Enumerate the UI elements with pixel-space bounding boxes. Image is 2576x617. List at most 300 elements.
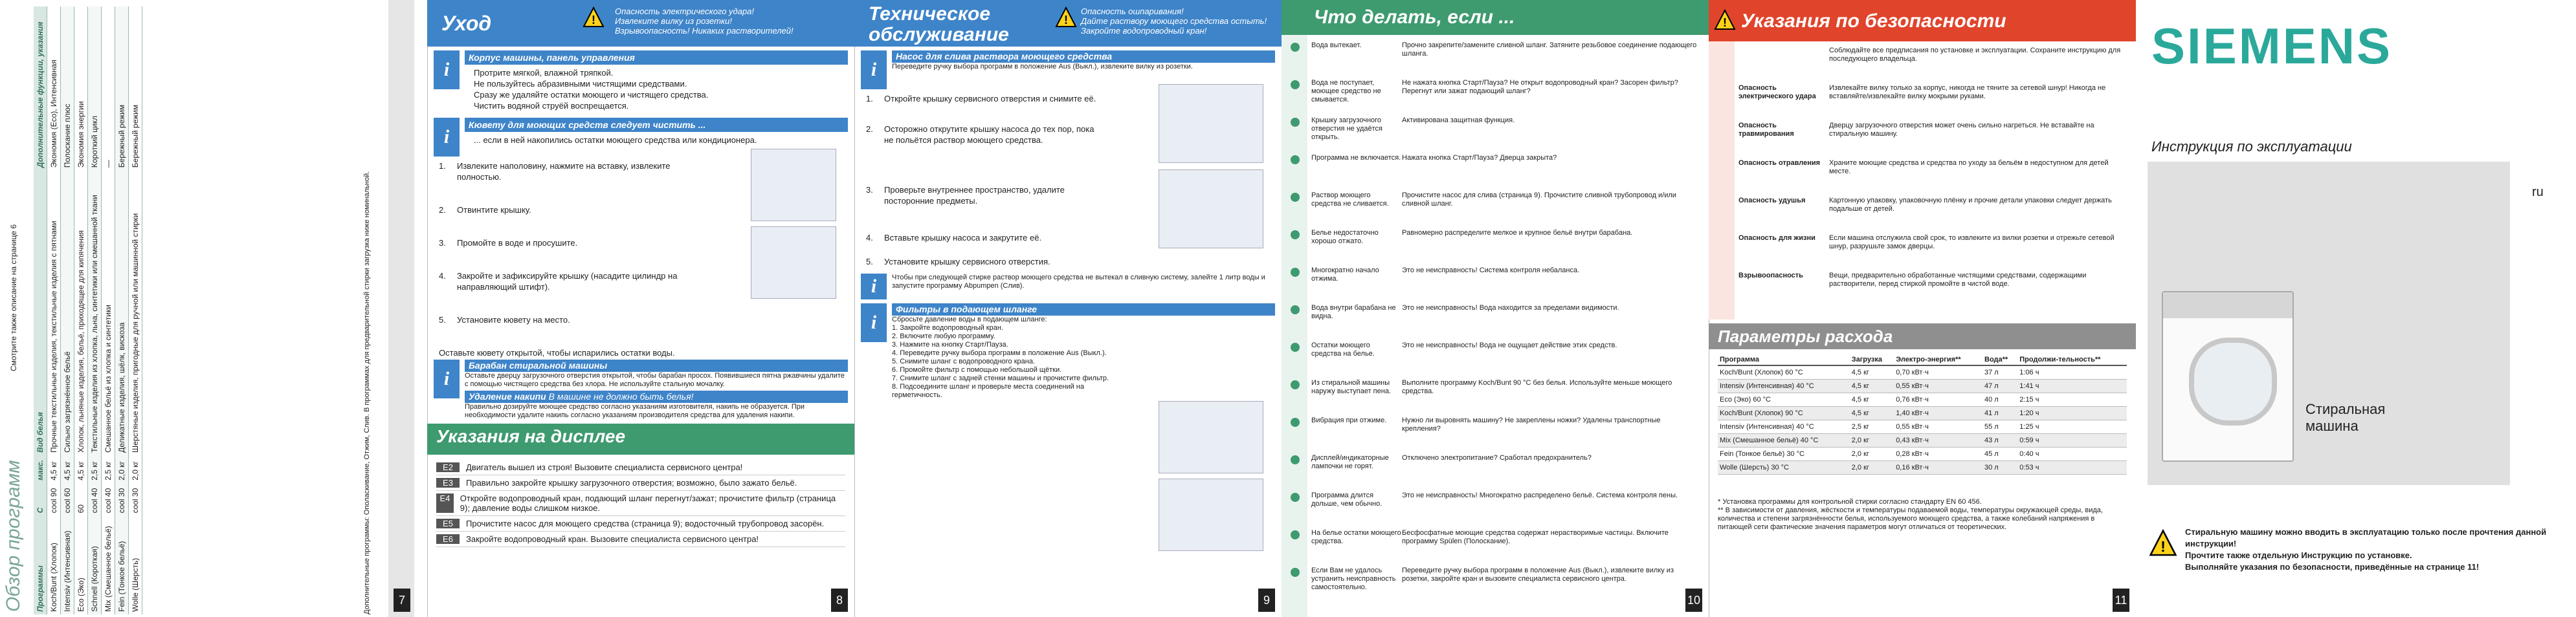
- warning-line: Закройте водопроводный кран!: [1081, 26, 1207, 36]
- error-code: E6: [436, 534, 460, 544]
- table-cell: 2,5 кг: [1850, 420, 1894, 434]
- problem: Крышку загрузочного отверстия не удаётся открыть.: [1311, 116, 1382, 141]
- table-cell: Koch/Bunt (Хлопок) 60 °C: [1718, 365, 1850, 380]
- step-text: [892, 341, 1112, 349]
- safety-row: [1738, 84, 2127, 101]
- table-cell: Бережный режим: [115, 6, 129, 170]
- step-text: Осторожно открутите крышку насоса до тех пор, пока не польётся раствор моющего средства.: [884, 124, 1094, 145]
- page-title: Обзор программ: [3, 460, 24, 612]
- hazard-text: Извлекайте вилку только за корпус, никогда не тяните за сетевой шнур! Никогда не вставляйте/извлекайте вилку мокрыми руками.: [1829, 84, 2106, 100]
- page-number: 10: [1685, 589, 1702, 612]
- row-marker: [1291, 530, 1300, 539]
- troubleshoot-row: [1311, 529, 1700, 546]
- solution: Это не неисправность! Вода находится за пределами видимости.: [1402, 304, 1619, 312]
- section-text: Оставьте дверцу загрузочного отверстия открытой, чтобы барабан просох. Появившиеся пятна ржавчины удалите с помощью чистящего средства без хлора. Не используйте стальную мочалку.: [465, 372, 845, 388]
- page-number: 11: [2113, 589, 2129, 612]
- problem: Вода не поступает, моющее средство не смывается.: [1311, 79, 1381, 103]
- hazard-text: Если машина отслужила свой срок, то извлеките из вилки розетки и отрежьте сетевой шнур, разрушьте замок дверцы.: [1829, 234, 2115, 250]
- hazard-text: Вещи, предварительно обработанные чистящими средствами, содержащими растворители, перед стиркой промойте в чистой воде.: [1829, 272, 2087, 288]
- table-cell: 2,5 кг: [102, 455, 115, 483]
- table-cell: 0,55 кВт·ч: [1894, 380, 1982, 393]
- page-10: [1282, 0, 1709, 617]
- col-header: Загрузка: [1850, 354, 1894, 365]
- troubleshoot-row: [1311, 154, 1700, 162]
- table-cell: cool 40: [102, 483, 115, 516]
- section-text: Переведите ручку выбора программ в положение Aus (Выкл.), извлеките вилку из розетки.: [892, 63, 1193, 70]
- bullet: Сразу же удаляйте остатки моющего и чистящего средства.: [474, 90, 709, 100]
- table-cell: 0,70 кВт·ч: [1894, 365, 1982, 380]
- row-marker: [1291, 155, 1300, 164]
- table-row: [88, 6, 102, 614]
- table-cell: Intensiv (Интенсивная): [61, 515, 74, 614]
- table-cell: 41 л: [1982, 407, 2017, 420]
- info-icon: i: [434, 118, 460, 157]
- pump-note: Чтобы при следующей стирке раствор моющего средства не вытекал в сливную систему, залейте 1 литр воды и запустите программу Abpumpen (Слив).: [892, 274, 1265, 290]
- error-code-row: [436, 532, 845, 547]
- step-number: 6.: [892, 366, 900, 374]
- table-cell: 45 л: [1982, 448, 2017, 461]
- table-cell: 0:53 ч: [2017, 461, 2127, 475]
- row-marker: [1291, 493, 1300, 502]
- step-text: [892, 383, 1112, 400]
- warning-icon: [1714, 9, 1736, 31]
- table-cell: Intensiv (Интенсивная) 40 °C: [1718, 420, 1850, 434]
- solution: Равномерно распределите мелкое и крупное бельё внутри барабана.: [1402, 229, 1633, 237]
- table-cell: Полоскание плюс: [61, 6, 74, 170]
- error-code: E2: [436, 462, 460, 472]
- table-cell: Прочные текстильные изделия, текстильные изделия с пятнами: [47, 170, 61, 455]
- table-cell: Schnell (Короткая): [88, 515, 102, 614]
- table-cell: Wolle (Шерсть): [129, 515, 142, 614]
- machine-door: [2189, 338, 2277, 426]
- table-cell: 4,5 кг: [1850, 407, 1894, 420]
- solution: Это не неисправность! Вода не ощущает действие этих средств.: [1402, 341, 1617, 349]
- safety-row: [1738, 197, 2127, 213]
- table-cell: Fein (Тонкое бельё): [115, 515, 129, 614]
- troubleshoot-row: [1311, 341, 1700, 358]
- table-cell: Fein (Тонкое бельё) 30 °C: [1718, 448, 1850, 461]
- control-panel: [2163, 292, 2293, 318]
- table-cell: cool 30: [115, 483, 129, 516]
- col-header: макс.: [34, 455, 47, 483]
- table-row: [74, 6, 88, 614]
- error-text: Откройте водопроводный кран, подающий шланг перегнут/зажат; прочистите фильтр (страница 9); давление воды слишком низкое.: [460, 493, 836, 513]
- step-body: Нажмите на кнопку Старт/Пауза.: [900, 341, 1008, 349]
- warning-text: [1081, 6, 1267, 36]
- section-heading: Корпус машины, панель управления: [465, 50, 848, 65]
- pump-block: [861, 50, 1275, 89]
- step-number: 5.: [892, 358, 900, 365]
- hazard-text: Храните моющие средства и средства по уходу за бельём в недоступном для детей месте.: [1829, 159, 2109, 175]
- hazard: Опасность удушья: [1738, 197, 1806, 204]
- params-heading: Параметры расхода: [1709, 323, 2137, 349]
- table-row: [1718, 461, 2127, 475]
- problem: Остатки моющего средства на белье.: [1311, 341, 1375, 358]
- washing-machine-illustration: [2162, 291, 2294, 462]
- label-line: Стиральная: [2305, 401, 2386, 417]
- table-cell: Деликатные изделия, шёлк, вискоза: [115, 170, 129, 455]
- safety-intro: Соблюдайте все предписания по установке и эксплуатации. Сохраните инструкцию для последующего владельца.: [1829, 47, 2121, 63]
- table-cell: cool 30: [129, 483, 142, 516]
- step-number: 1.: [892, 324, 900, 332]
- error-text: Правильно закройте крышку загрузочного отверстия; возможно, было зажато бельё.: [466, 478, 797, 488]
- row-marker: [1291, 305, 1300, 314]
- step-number: 7.: [892, 374, 900, 382]
- col-header: Электро-энергия**: [1894, 354, 1982, 365]
- safety-row: [1738, 234, 2127, 251]
- error-code: E4: [436, 493, 454, 513]
- step-body: Снимите шланг с водопроводного крана.: [900, 358, 1036, 365]
- table-cell: 55 л: [1982, 420, 2017, 434]
- warning-line: Опасность ошпаривания!: [1081, 6, 1184, 16]
- troubleshoot-row: [1311, 266, 1700, 283]
- solution: Переведите ручку выбора программ в положение Aus (Выкл.), извлеките вилку из розетки, закройте кран и вызовите специалиста сервисного центра.: [1402, 567, 1674, 583]
- error-code: E3: [436, 478, 460, 488]
- display-heading: Указания на дисплее: [427, 424, 854, 455]
- footnote: ** В зависимости от давления, жёсткости и температуры подаваемой воды, температуры окружающей среды, вида, количества и степени загрязнённости белья, используемого моющего средства, а также колебаний напряжения в питающей сети фактические значения параметров могут отличаться от теоретических.: [1718, 506, 2103, 531]
- section-heading: Насос для слива раствора моющего средства: [892, 50, 1275, 63]
- table-cell: 40 л: [1982, 393, 2017, 407]
- step-text: [892, 358, 1112, 366]
- step-text: [892, 349, 1112, 358]
- problem: На белье остатки моющего средства.: [1311, 529, 1401, 545]
- bullet: Чистить водяной струёй воспрещается.: [474, 101, 629, 111]
- table-cell: 4,5 кг: [1850, 393, 1894, 407]
- table-cell: 0:40 ч: [2017, 448, 2127, 461]
- table-cell: cool 60: [61, 483, 74, 516]
- svg-text:!: !: [1723, 16, 1727, 29]
- step-body: Включите любую программу.: [900, 332, 995, 340]
- row-marker: [1291, 455, 1300, 464]
- table-row: [1718, 407, 2127, 420]
- table-cell: 0,16 кВт·ч: [1894, 461, 1982, 475]
- section-heading: Удаление накипи: [469, 391, 546, 402]
- safety-row: [1738, 159, 2127, 176]
- page-11: [1709, 0, 2137, 617]
- step-number: 4.: [892, 349, 900, 357]
- table-row: [47, 6, 61, 614]
- table-cell: Eco (Эко) 60 °C: [1718, 393, 1850, 407]
- table-cell: 2,0 кг: [1850, 461, 1894, 475]
- step-body: Промойте фильтр с помощью небольшой щётки.: [900, 366, 1062, 374]
- section-note: ... если в ней накопились остатки моющего средства или кондиционера.: [474, 135, 757, 145]
- warning-icon: [2149, 529, 2177, 557]
- table-cell: 4,5 кг: [1850, 365, 1894, 380]
- cuvette-illustration: [751, 149, 836, 221]
- troubleshoot-row: [1311, 229, 1700, 246]
- error-text: Двигатель вышел из строя! Вызовите специалиста сервисного центра!: [466, 462, 743, 472]
- step-body: Закройте водопроводный кран.: [900, 324, 1003, 332]
- page-title: Что делать, если ...: [1314, 6, 1515, 28]
- page-7: [0, 0, 428, 617]
- hazard: Опасность для жизни: [1738, 234, 1815, 242]
- pump-illustration: [1159, 84, 1263, 163]
- filter-illustration: [1159, 401, 1263, 473]
- side-strip: [1709, 41, 1735, 319]
- table-cell: Хлопок, льняные изделия, бельё, приходящее для кипячения: [74, 170, 88, 455]
- row-marker: [1291, 418, 1300, 427]
- step-text: [892, 374, 1112, 383]
- page-number: 8: [831, 589, 848, 612]
- solution: Выполните программу Koch/Bunt 90 °C без белья. Используйте меньше моющего средства.: [1402, 379, 1672, 395]
- section-heading: Фильтры в подающем шланге: [892, 303, 1275, 316]
- table-cell: 0,55 кВт·ч: [1894, 420, 1982, 434]
- error-code-row: [436, 475, 845, 491]
- page-title: Уход: [441, 12, 492, 35]
- table-cell: 43 л: [1982, 434, 2017, 448]
- table-cell: 2:15 ч: [2017, 393, 2127, 407]
- step-number: 2.: [892, 332, 900, 340]
- table-row: [115, 6, 129, 614]
- table-cell: Бережный режим: [129, 6, 142, 170]
- table-cell: Wolle (Шерсть) 30 °C: [1718, 461, 1850, 475]
- table-cell: 60: [74, 483, 88, 516]
- program-table: [34, 6, 142, 614]
- safety-row: [1738, 122, 2127, 138]
- filter-steps: [892, 324, 1112, 400]
- table-cell: 37 л: [1982, 365, 2017, 380]
- cover-warning: [2185, 526, 2548, 573]
- problem: Если Вам не удалось устранить неисправность самостоятельно.: [1311, 567, 1396, 591]
- filter-block: [861, 303, 1275, 400]
- safety-header: [1709, 0, 2136, 41]
- step-text: Проверьте внутреннее пространство, удалите посторонние предметы.: [884, 185, 1065, 206]
- section-heading: Кювету для моющих средств следует чистить ...: [465, 118, 848, 132]
- step-text: Установите крышку сервисного отверстия.: [884, 257, 1050, 266]
- title-line: Техническое: [869, 3, 991, 25]
- table-cell: Смешанное бельё из хлопка и синтетики: [102, 170, 115, 455]
- warning-line: Дайте раствору моющего средства остыть!: [1081, 16, 1267, 26]
- troubleshoot-row: [1311, 567, 1700, 592]
- table-row: [1718, 420, 2127, 434]
- troubleshoot-row: [1311, 191, 1700, 208]
- pump-illustration: [1159, 169, 1263, 248]
- table-cell: Экономия (Eco), Интенсивная: [47, 6, 61, 170]
- step-text: [892, 366, 1112, 374]
- col-header: Программа: [1718, 354, 1850, 365]
- table-cell: —: [102, 6, 115, 170]
- step-body: Снимите шланг с задней стенки машины и прочистите фильтр.: [900, 374, 1109, 382]
- step-text: [892, 324, 1112, 332]
- svg-text:!: !: [1064, 14, 1068, 27]
- hazard: Опасность отравления: [1738, 159, 1821, 167]
- step-text: Установите кювету на место.: [457, 315, 570, 325]
- table-cell: 4,5 кг: [74, 455, 88, 483]
- body-care-block: [434, 50, 848, 114]
- document-title: Инструкция по эксплуатации: [2151, 138, 2352, 155]
- row-marker: [1291, 193, 1300, 202]
- label-line: машина: [2305, 418, 2359, 434]
- cuvette-steps: 1. Извлеките наполовину, нажмите на вставку, извлеките полностью. 2. Отвинтите крышку. 3. Промойте в воде и просушите. 4. Закройте и зафиксируйте крышку (насадите цилиндр на направляющий штифт). 5. Установите кювету на место. Оставьте кювету открытой, чтобы испарились остатки воды.: [439, 160, 843, 358]
- safety-row: [1738, 272, 2127, 288]
- section-text: Правильно дозируйте моющее средство согласно указаниям изготовителя, накипь не образуется. При необходимости удалите накипь согласно указаниям производителя средства для удаления накипи.: [465, 403, 805, 419]
- step-text: Извлеките наполовину, нажмите на вставку, извлеките полностью.: [457, 161, 671, 182]
- warning-line: Стиральную машину можно вводить в эксплуатацию только после прочтения данной инструкции!: [2185, 527, 2547, 548]
- hazard: Опасность электрического удара: [1738, 84, 1816, 100]
- brand-logo: SIEMENS: [2151, 17, 2393, 74]
- drum-block: [434, 360, 848, 420]
- error-text: Прочистите насос для моющего средства (страница 9); водосточный трубопровод засорён.: [466, 519, 825, 528]
- table-cell: 30 л: [1982, 461, 2017, 475]
- table-row: [102, 6, 115, 614]
- solution: Нужно ли выровнять машину? Не закреплены ножки? Удалены транспортные крепления?: [1402, 417, 1661, 433]
- warning-line: Опасность электрического удара!: [615, 6, 755, 16]
- table-cell: 1:20 ч: [2017, 407, 2127, 420]
- hazard-text: Дверцу загрузочного отверстия может очень сильно нагреться. Не вставайте на стиральную машину.: [1829, 122, 2094, 138]
- table-cell: Koch/Bunt (Хлопок): [47, 515, 61, 614]
- row-marker: [1291, 118, 1300, 127]
- solution: Это не неисправность! Система контроля небаланса.: [1402, 266, 1580, 274]
- row-marker: [1291, 230, 1300, 239]
- table-row: [1718, 380, 2127, 393]
- table-row: [129, 6, 142, 614]
- row-marker: [1291, 343, 1300, 352]
- table-cell: 2,5 кг: [88, 455, 102, 483]
- error-code-row: [436, 460, 845, 475]
- problem: Дисплей/индикаторные лампочки не горят.: [1311, 454, 1389, 470]
- table-cell: 2,0 кг: [1850, 448, 1894, 461]
- page-title: [869, 4, 1009, 45]
- table-cell: 0,43 кВт·ч: [1894, 434, 1982, 448]
- pump-steps: 1. Откройте крышку сервисного отверстия и снимите её. 2. Осторожно открутите крышку насоса до тех пор, пока не польётся раствор моющего средства. 3. Проверьте внутреннее пространство, удалите посторонние предметы. 4. Вставьте крышку насоса и закрутите её. 5. Установите крышку сервисного отверстия.: [866, 93, 1112, 267]
- language-code: ru: [2532, 185, 2544, 199]
- problem: Раствор моющего средства не сливается.: [1311, 191, 1389, 208]
- problem: Вода вытекает.: [1311, 41, 1362, 49]
- troubleshoot-row: [1311, 454, 1700, 471]
- solution: Бесфосфатные моющие средства содержат нерастворимые частицы. Включите программу Spülen (Полоскание).: [1402, 529, 1669, 545]
- table-cell: 1:41 ч: [2017, 380, 2127, 393]
- hazard-text: Картонную упаковку, упаковочную плёнку и прочие детали упаковки следует держать подальше от детей.: [1829, 197, 2112, 213]
- table-cell: Eco (Эко): [74, 515, 88, 614]
- page-8: [427, 0, 855, 617]
- step-text: [892, 332, 1112, 341]
- step-text: Промойте в воде и просушите.: [457, 238, 578, 248]
- table-cell: Короткий цикл: [88, 6, 102, 170]
- table-cell: Mix (Смешанное бельё) 40 °C: [1718, 434, 1850, 448]
- error-code: E5: [436, 519, 460, 528]
- solution: Прочно закрепите/замените сливной шланг. Затяните резьбовое соединение подающего шланга.: [1402, 41, 1697, 58]
- page-number: 9: [1258, 589, 1275, 612]
- warning-icon: [1055, 6, 1077, 28]
- row-marker: [1291, 380, 1300, 389]
- table-row: [1718, 393, 2127, 407]
- page-title: Указания по безопасности: [1741, 10, 2006, 32]
- step-text: Откройте крышку сервисного отверстия и снимите её.: [884, 94, 1096, 103]
- table-cell: 0,28 кВт·ч: [1894, 448, 1982, 461]
- table-cell: 2,0 кг: [129, 455, 142, 483]
- table-cell: Шерстяные изделия, пригодные для ручной или машинной стирки: [129, 170, 142, 455]
- table-row: [1718, 434, 2127, 448]
- section-heading: Барабан стиральной машины: [465, 360, 848, 372]
- table-row: [1718, 448, 2127, 461]
- step-text: Вставьте крышку насоса и закрутите её.: [884, 233, 1042, 243]
- machine-label: [2305, 401, 2385, 435]
- bullet-list: [465, 67, 848, 111]
- row-marker: [1291, 568, 1300, 577]
- hazard: Опасность травмирования: [1738, 122, 1794, 138]
- section-text: Сбросьте давление воды в подающем шланге:: [892, 316, 1047, 323]
- error-text: Закройте водопроводный кран. Вызовите специалиста сервисного центра!: [466, 534, 759, 544]
- step-body: Переведите ручку выбора программ в положение Aus (Выкл.).: [900, 349, 1107, 357]
- footnote: Дополнительные программы: Ополаскивание, Отжим, Слив. В программах для предварительной стирки загрузка ниже номинальной.: [363, 171, 371, 614]
- row-marker: [1291, 43, 1300, 52]
- care-header: [427, 0, 854, 47]
- table-cell: 1,40 кВт·ч: [1894, 407, 1982, 420]
- step-body: Подсоедините шланг и проверьте места соединений на герметичность.: [892, 383, 1084, 399]
- filter-illustration: [1159, 479, 1263, 551]
- table-cell: Intensiv (Интенсивная) 40 °C: [1718, 380, 1850, 393]
- solution: Активирована защитная функция.: [1402, 116, 1515, 124]
- table-cell: Сильно загрязнённое бельё: [61, 170, 74, 455]
- table-row: [61, 6, 74, 614]
- col-header: Программы: [34, 515, 47, 614]
- col-header: Дополнительные функции, указания: [34, 6, 47, 170]
- table-cell: 4,5 кг: [47, 455, 61, 483]
- warning-icon: [583, 6, 605, 28]
- table-cell: 1:06 ч: [2017, 365, 2127, 380]
- leave-open-note: Оставьте кювету открытой, чтобы испарились остатки воды.: [439, 348, 675, 358]
- problem: Вода внутри барабана не видна.: [1311, 304, 1396, 320]
- table-row: [1718, 365, 2127, 380]
- side-stripe: [388, 0, 414, 617]
- info-icon: i: [861, 303, 887, 342]
- solution: Не нажата кнопка Старт/Пауза? Не открыт водопроводный кран? Засорен фильтр? Перегнут или зажат подающий шланг?: [1402, 79, 1678, 95]
- troubleshoot-row: [1311, 116, 1700, 142]
- pump-note-block: [861, 274, 1275, 299]
- page-9: [854, 0, 1282, 617]
- info-icon: i: [434, 360, 460, 398]
- error-code-row: [436, 491, 845, 516]
- table-cell: 47 л: [1982, 380, 2017, 393]
- col-header: Вода**: [1982, 354, 2017, 365]
- problem: Вибрация при отжиме.: [1311, 417, 1387, 424]
- col-header: Вид белья: [34, 170, 47, 455]
- troubleshoot-row: [1311, 417, 1700, 433]
- row-marker: [1291, 80, 1300, 89]
- table-cell: 0:59 ч: [2017, 434, 2127, 448]
- program-overview: [0, 0, 427, 617]
- table-cell: 2,0 кг: [1850, 434, 1894, 448]
- svg-text:!: !: [2160, 537, 2166, 555]
- troubleshoot-row: [1311, 379, 1700, 396]
- table-cell: Mix (Смешанное бельё): [102, 515, 115, 614]
- params-footnotes: [1718, 498, 2127, 532]
- info-icon: i: [861, 50, 887, 89]
- table-cell: Koch/Bunt (Хлопок) 90 °C: [1718, 407, 1850, 420]
- page-subtitle: Смотрите также описание на странице 6: [9, 224, 18, 371]
- bullet: Протрите мягкой, влажной тряпкой.: [474, 68, 614, 78]
- cuvette-illustration: [751, 226, 836, 299]
- params-table: [1718, 354, 2127, 475]
- error-code-list: [436, 460, 845, 547]
- footnote: * Установка программы для контрольной стирки согласно стандарту EN 60 456.: [1718, 498, 1982, 506]
- table-cell: 0,76 кВт·ч: [1894, 393, 1982, 407]
- title-line: обслуживание: [869, 24, 1009, 45]
- table-cell: 4,5 кг: [61, 455, 74, 483]
- troubleshoot-row: [1311, 41, 1700, 58]
- error-code-row: [436, 516, 845, 532]
- warning-text: [615, 6, 794, 36]
- problem: Многократно начало отжима.: [1311, 266, 1379, 283]
- table-cell: cool 40: [88, 483, 102, 516]
- col-header: Продолжи-тельность**: [2017, 354, 2127, 365]
- table-cell: Экономия энергии: [74, 6, 88, 170]
- solution: Нажата кнопка Старт/Пауза? Дверца закрыта?: [1402, 154, 1557, 162]
- step-number: 3.: [892, 341, 900, 349]
- table-cell: 4,5 кг: [1850, 380, 1894, 393]
- step-text: Закройте и зафиксируйте крышку (насадите цилиндр на направляющий штифт).: [457, 271, 678, 292]
- col-header: С: [34, 483, 47, 516]
